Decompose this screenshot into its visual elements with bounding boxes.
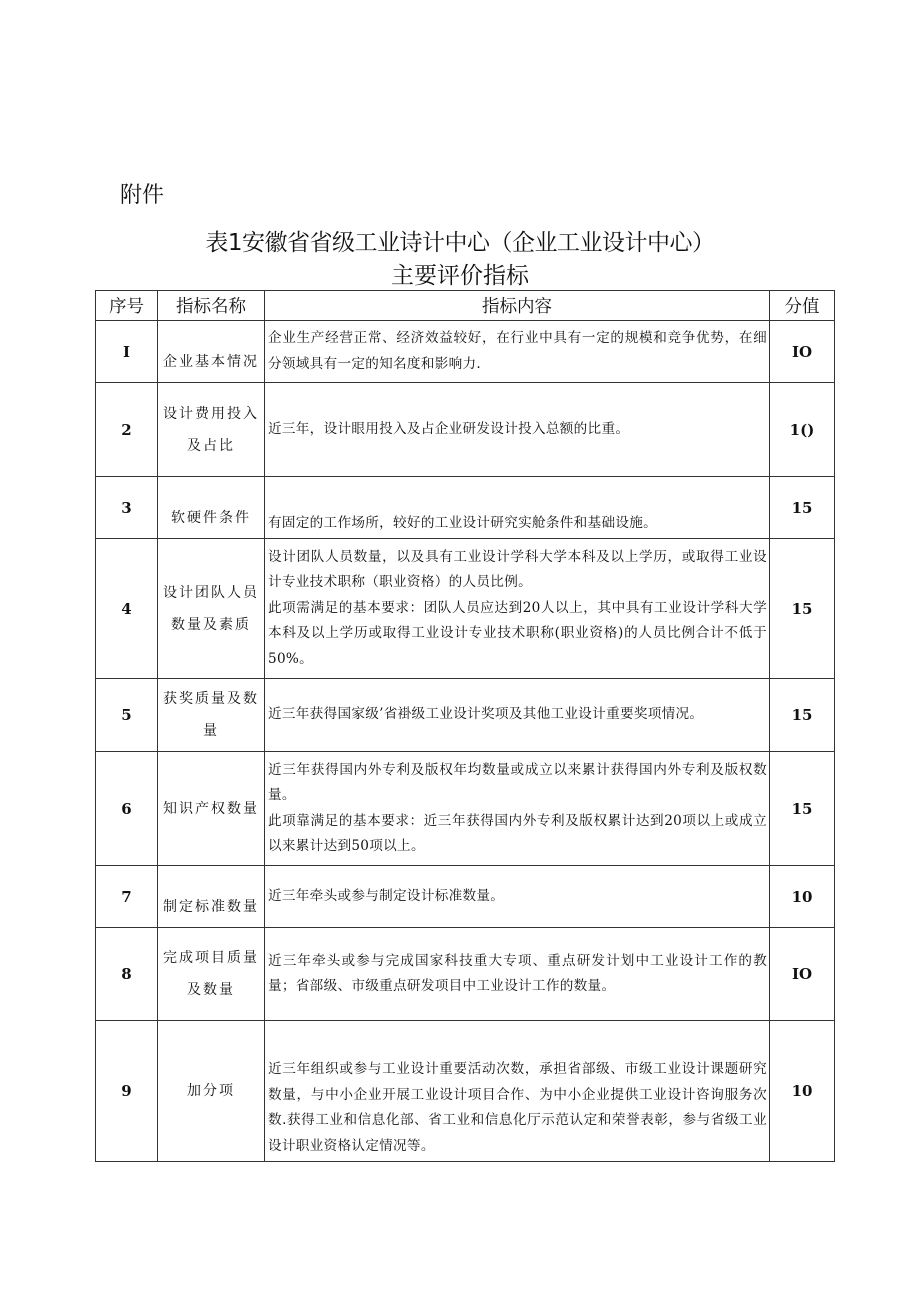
score: 10 <box>770 866 835 928</box>
score: 1() <box>770 383 835 477</box>
table-header-row <box>96 291 835 321</box>
score: IO <box>770 928 835 1021</box>
content-paragraph: 企业生产经营正常、经济效益较好，在行业中具有一定的规模和竞争优势，在细分领域具有一定的知名度和影响力. <box>268 330 767 372</box>
indicator-content <box>265 866 770 928</box>
indicator-content <box>265 679 770 752</box>
content-paragraph: 有固定的工作场所，较好的工业设计研究实舱条件和基础设施。 <box>268 514 658 531</box>
header-no: 序号 <box>96 291 158 321</box>
score: IO <box>770 321 835 383</box>
indicator-name: 制定标准数量 <box>158 866 265 928</box>
table-row <box>96 679 835 752</box>
content-paragraph: 近三年牵头或参与完成国家科技重大专项、重点研发计划中工业设计工作的教量；省部级、市级重点研发项目中工业设计工作的数量。 <box>268 952 767 994</box>
indicator-content <box>265 539 770 679</box>
row-number: 6 <box>96 752 158 866</box>
indicator-name: 获奖质量及数量 <box>158 679 265 752</box>
requirement-paragraph: 此项需满足的基本要求：团队人员应达到20人以上，其中具有工业设计学科大学本科及以上学历或取得工业设计专业技术职称(职业资格)的人员比例合计不低于50%。 <box>268 599 767 667</box>
row-number: 7 <box>96 866 158 928</box>
indicator-name: 知识产权数量 <box>158 752 265 866</box>
content-paragraph: 近三年获得国内外专利及版权年均数量或成立以来累计获得国内外专利及版权数量。 <box>268 761 767 803</box>
table-row <box>96 383 835 477</box>
requirement-paragraph: 此项靠满足的基本要求：近三年获得国内外专利及版权累计达到20项以上或成立以来累计达到50项以上。 <box>268 812 767 854</box>
document-title: 表1安徽省省级工业诗计中心（企业工业设计中心） <box>205 230 715 256</box>
content-paragraph: 设计团队人员数量，以及具有工业设计学科大学本科及以上学历，或取得工业设计专业技术职称（职业资格）的人员比例。 <box>268 548 767 591</box>
row-number: 4 <box>96 539 158 679</box>
header-score: 分值 <box>770 291 835 321</box>
content-paragraph: 近三年牵头或参与制定设计标准数量。 <box>268 887 505 904</box>
indicator-name: 企业基本情况 <box>158 321 265 383</box>
indicator-name: 加分项 <box>158 1021 265 1162</box>
indicator-content <box>265 383 770 477</box>
table-row <box>96 477 835 539</box>
header-name: 指标名称 <box>158 291 265 321</box>
header-content: 指标内容 <box>265 291 770 321</box>
indicator-content <box>265 477 770 539</box>
table-row <box>96 752 835 866</box>
indicator-content <box>265 928 770 1021</box>
indicator-name: 设计费用投入及占比 <box>158 383 265 477</box>
indicator-content <box>265 1021 770 1162</box>
content-paragraph: 近三年，设计眼用投入及占企业研发设计投入总额的比重。 <box>268 420 630 437</box>
indicator-name: 完成项目质量及数量 <box>158 928 265 1021</box>
content-paragraph: 近三年组织或参与工业设计重要活动次数，承担省部级、市级工业设计课题研究数量，与中小企业开展工业设计项目合作、为中小企业提供工业设计咨询服务次数.获得工业和信息化部、省工业和信息化厅示范认定和荣誉表彰，参与省级工业设计职业资格认定情况等。 <box>268 1061 767 1154</box>
score: 15 <box>770 679 835 752</box>
evaluation-index-table <box>95 290 835 1162</box>
table-row <box>96 321 835 383</box>
row-number: 5 <box>96 679 158 752</box>
indicator-name: 设计团队人员数量及素质 <box>158 539 265 679</box>
document-subtitle: 主要评价指标 <box>391 263 529 289</box>
indicator-content <box>265 321 770 383</box>
score: 15 <box>770 539 835 679</box>
row-number: 9 <box>96 1021 158 1162</box>
score: 15 <box>770 752 835 866</box>
table-row <box>96 1021 835 1162</box>
table-row <box>96 866 835 928</box>
row-number: 2 <box>96 383 158 477</box>
row-number: I <box>96 321 158 383</box>
table-row <box>96 539 835 679</box>
score: 15 <box>770 477 835 539</box>
indicator-name: 软硬件条件 <box>158 477 265 539</box>
row-number: 3 <box>96 477 158 539</box>
content-paragraph: 近三年获得国家级’省褂级工业设计奖项及其他工业设计重要奖项情况。 <box>268 706 704 723</box>
indicator-content <box>265 752 770 866</box>
attachment-label: 附件 <box>120 183 165 208</box>
score: 10 <box>770 1021 835 1162</box>
table-row <box>96 928 835 1021</box>
row-number: 8 <box>96 928 158 1021</box>
